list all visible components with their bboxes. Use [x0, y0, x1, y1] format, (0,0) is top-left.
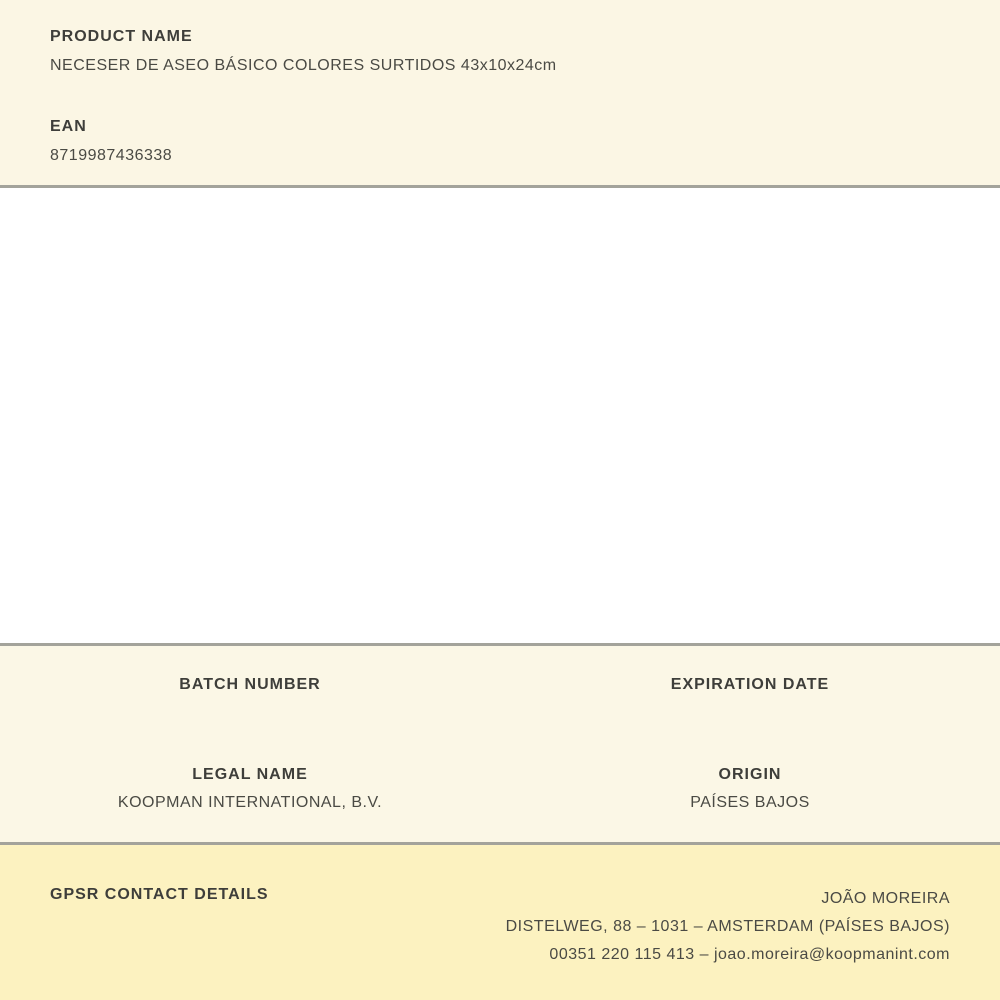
legal-name-label: LEGAL NAME	[192, 766, 308, 783]
product-image-area	[0, 188, 1000, 643]
product-info-section	[0, 0, 1000, 185]
meta-section	[0, 646, 1000, 842]
gpsr-contact-block	[506, 885, 950, 969]
legal-name-value: KOOPMAN INTERNATIONAL, B.V.	[117, 794, 383, 811]
gpsr-contact-phone-email: 00351 220 115 413 – joao.moreira@koopmanint.com	[549, 946, 950, 963]
origin-value: PAÍSES BAJOS	[690, 794, 810, 811]
gpsr-contact-address: DISTELWEG, 88 – 1031 – AMSTERDAM (PAÍSES BAJOS)	[505, 918, 950, 935]
product-name-value: NECESER DE ASEO BÁSICO COLORES SURTIDOS 43x10x24cm	[50, 57, 557, 74]
meta-column-left	[0, 646, 500, 842]
batch-number-label: BATCH NUMBER	[179, 676, 321, 693]
ean-value: 8719987436338	[50, 147, 173, 164]
expiration-date-label: EXPIRATION DATE	[670, 676, 830, 693]
batch-number-value	[0, 694, 500, 765]
gpsr-section	[0, 845, 1000, 1000]
meta-column-right	[500, 646, 1000, 842]
origin-label: ORIGIN	[718, 766, 782, 783]
gpsr-contact-details-label: GPSR CONTACT DETAILS	[50, 886, 269, 903]
product-name-label: PRODUCT NAME	[50, 28, 193, 45]
gpsr-contact-name: JOÃO MOREIRA	[821, 890, 950, 907]
ean-label: EAN	[50, 118, 87, 135]
expiration-date-value	[500, 694, 1000, 765]
